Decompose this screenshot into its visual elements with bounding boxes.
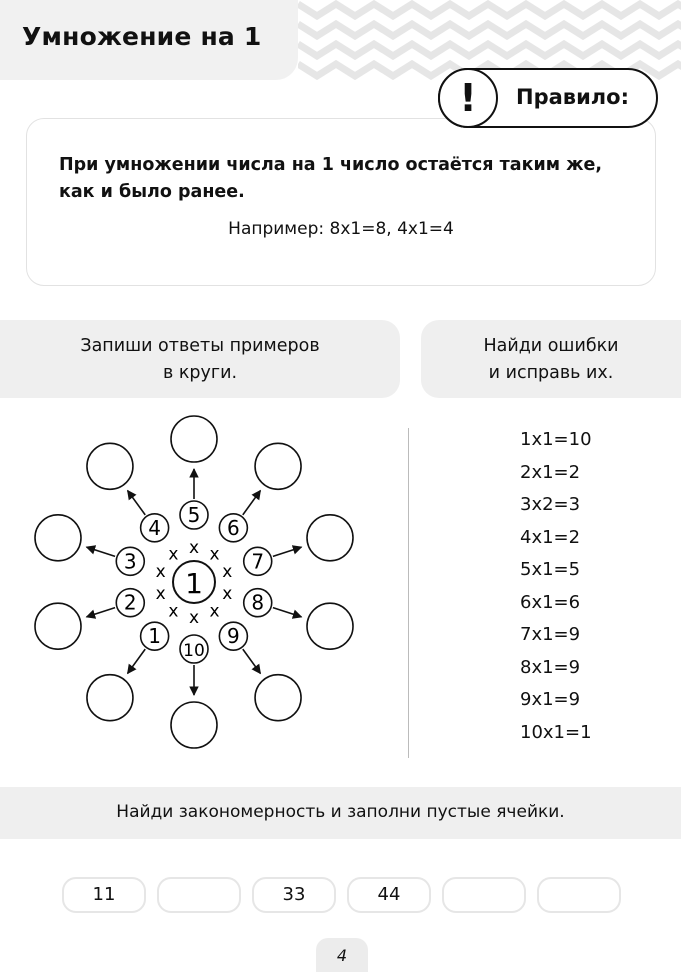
column-divider [408, 428, 409, 758]
arrow [87, 608, 116, 617]
multiply-sign: x [188, 538, 200, 558]
answer-circle[interactable] [87, 675, 133, 721]
answer-circle[interactable] [171, 416, 217, 462]
page-number-badge [316, 938, 368, 972]
arrow [87, 547, 116, 556]
factor-number: 5 [187, 503, 201, 527]
mistake-item: 2x1=2 [520, 461, 581, 483]
pattern-cell-2[interactable] [157, 877, 241, 913]
answer-circle[interactable] [255, 675, 301, 721]
rule-example: Например: 8x1=8, 4x1=4 [228, 219, 454, 239]
factor-number: 10 [183, 641, 205, 661]
arrow [243, 649, 261, 673]
mistake-item: 10x1=1 [520, 721, 592, 743]
factor-number: 3 [123, 549, 137, 574]
title-tab [0, 0, 298, 80]
rule-label: Правило: [516, 85, 629, 109]
multiply-sign: x [188, 608, 200, 628]
rule-box [26, 118, 656, 286]
multiply-sign: x [222, 583, 233, 604]
task-mistakes-line1: Найди ошибки [483, 336, 619, 356]
factor-number: 9 [227, 624, 240, 649]
answer-circle[interactable] [35, 603, 81, 649]
arrow [273, 547, 302, 556]
task-circles-line2: в круги. [162, 363, 238, 383]
mistake-item: 6x1=6 [520, 591, 581, 613]
multiply-sign: x [168, 601, 179, 622]
exclamation-icon: ! [438, 68, 498, 128]
task-mistakes-header [421, 320, 681, 398]
multiply-sign: x [209, 601, 220, 622]
arrow [128, 649, 146, 673]
factor-number: 4 [148, 515, 161, 540]
arrow [243, 491, 261, 515]
pattern-cell-6[interactable] [537, 877, 621, 913]
rule-badge [438, 68, 658, 128]
task-circles-line1: Запиши ответы примеров [80, 336, 320, 356]
multiply-sign: x [155, 583, 166, 604]
factor-number: 1 [148, 624, 161, 649]
answer-circle[interactable] [307, 515, 353, 561]
multiply-sign: x [222, 562, 233, 583]
answer-circle[interactable] [87, 443, 133, 489]
multiply-sign: x [155, 562, 166, 583]
factor-number: 7 [251, 549, 265, 574]
mistake-item: 5x1=5 [520, 559, 581, 580]
center-number: 1 [185, 567, 203, 600]
answer-circle[interactable] [307, 603, 353, 649]
factor-number: 8 [251, 590, 265, 615]
mistake-item: 4x1=2 [520, 526, 581, 548]
arrow [273, 608, 302, 617]
multiplication-flower-diagram [0, 400, 400, 780]
answer-circle[interactable] [255, 443, 301, 489]
answer-circle[interactable] [35, 515, 81, 561]
mistake-item: 1x1=10 [520, 429, 592, 450]
pattern-cell-1[interactable]: 11 [62, 877, 146, 913]
multiply-sign: x [209, 544, 220, 565]
task-mistakes-line2: и исправь их. [488, 363, 614, 383]
task-pattern-header [0, 787, 681, 839]
mistakes-list [520, 424, 592, 749]
pattern-cell-3[interactable]: 33 [252, 877, 336, 913]
task-pattern-text: Найди закономерность и заполни пустые ячейки. [116, 802, 565, 822]
factor-number: 6 [227, 515, 240, 540]
page-number: 4 [336, 946, 348, 965]
task-circles-header [0, 320, 400, 398]
pattern-cell-5[interactable] [442, 877, 526, 913]
mistake-item: 8x1=9 [520, 656, 581, 678]
mistake-item: 9x1=9 [520, 689, 581, 710]
arrow [128, 491, 146, 515]
rule-text-line1: При умножении числа на 1 число остаётся таким же, [59, 155, 603, 175]
mistake-item: 3x2=3 [520, 494, 581, 515]
answer-circle[interactable] [171, 702, 217, 748]
pattern-cell-4[interactable]: 44 [347, 877, 431, 913]
factor-number: 2 [123, 590, 137, 615]
mistake-item: 7x1=9 [520, 624, 581, 645]
rule-text-line2: как и было ранее. [59, 182, 245, 202]
page-title: Умножение на 1 [22, 22, 262, 51]
multiply-sign: x [168, 544, 179, 565]
